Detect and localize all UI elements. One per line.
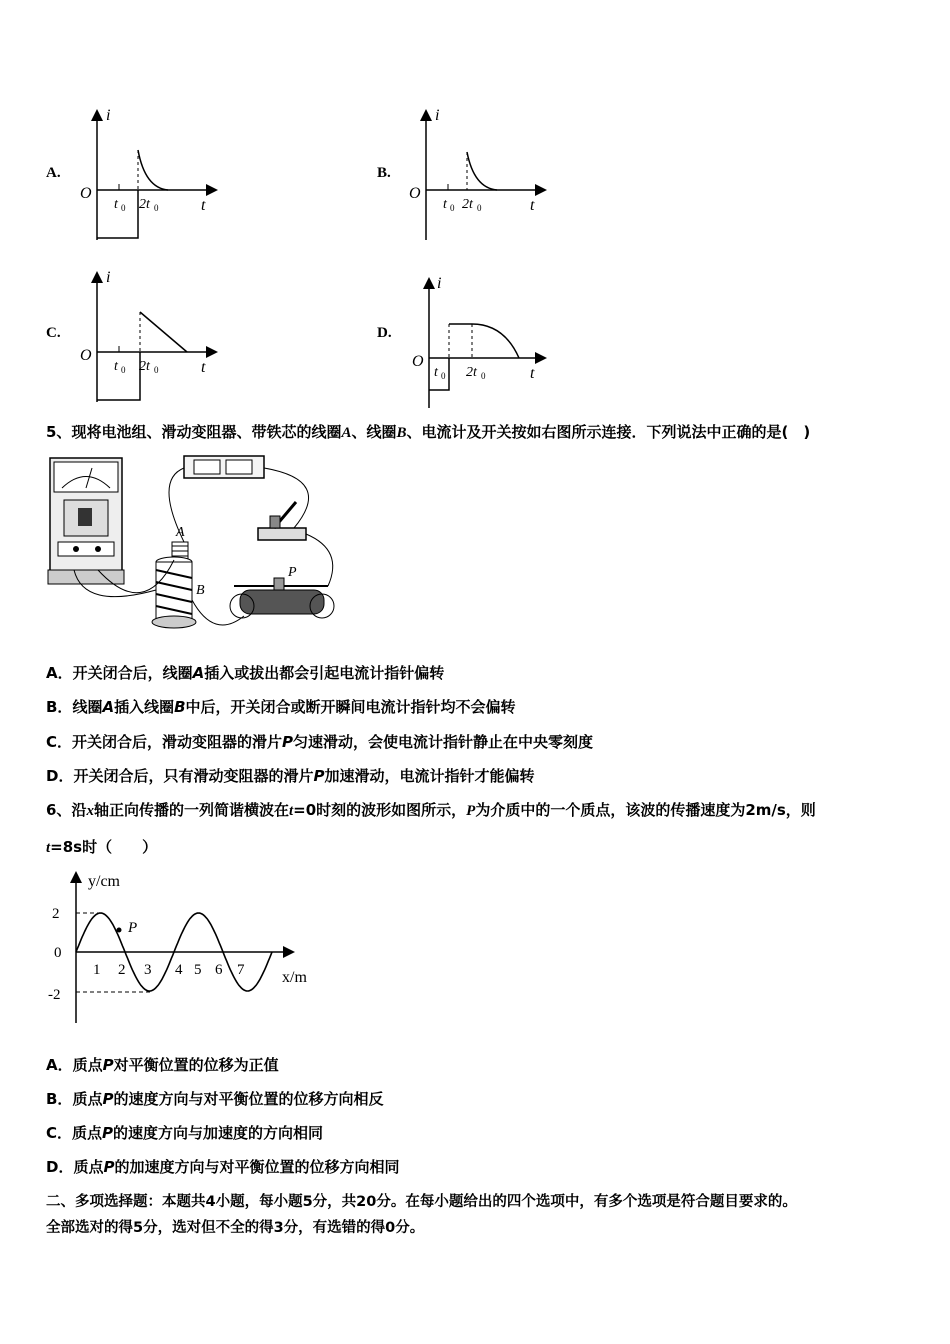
y-label: i xyxy=(435,107,440,124)
2t0-sub: 0 xyxy=(477,203,482,213)
label-b: B xyxy=(196,583,205,598)
x-tick-4: 4 xyxy=(175,962,183,978)
section2-line2: 全部选对的得5分，选对但不全的得3分，有选错的得0分。 xyxy=(46,1220,425,1236)
x-tick-3: 3 xyxy=(144,962,152,978)
option-b-label: B. xyxy=(377,165,391,181)
point-p xyxy=(117,928,122,933)
x-tick-7: 7 xyxy=(237,962,245,978)
curve-b-decay xyxy=(467,152,497,190)
switch xyxy=(258,528,306,540)
option-c-label: C. xyxy=(46,325,61,341)
y-label: i xyxy=(106,107,111,124)
graph-c xyxy=(75,262,225,407)
y-tick-2: 2 xyxy=(52,906,60,922)
x-label: t xyxy=(530,365,535,382)
point-p-label: P xyxy=(128,920,138,936)
x-tick-6: 6 xyxy=(215,962,223,978)
section2-line1: 二、多项选择题：本题共4小题，每小题5分，共20分。在每小题给出的四个选项中，有多个选项是符合题目要求的。 xyxy=(46,1194,797,1210)
q6-option-c[interactable]: C．质点P的速度方向与加速度的方向相同 xyxy=(46,1124,324,1142)
q5-option-c[interactable]: C．开关闭合后，滑动变阻器的滑片P匀速滑动，会使电流计指针静止在中央零刻度 xyxy=(46,733,594,751)
y-label: i xyxy=(437,275,442,292)
2t0-sub: 0 xyxy=(481,371,486,381)
t0-sub: 0 xyxy=(121,203,126,213)
2t0-label: 2t xyxy=(139,359,150,374)
t0-label: t xyxy=(434,365,438,380)
q6-option-a[interactable]: A．质点P对平衡位置的位移为正值 xyxy=(46,1056,279,1074)
x-tick-5: 5 xyxy=(194,962,202,978)
2t0-label: 2t xyxy=(462,197,473,212)
x-label: t xyxy=(530,197,535,214)
x-label: t xyxy=(201,197,206,214)
graph-b xyxy=(404,100,554,245)
wave-ylabel: y/cm xyxy=(88,873,120,890)
t0-label: t xyxy=(443,197,447,212)
2t0-label: 2t xyxy=(139,197,150,212)
q6-wave-chart xyxy=(44,868,334,1030)
t0-sub: 0 xyxy=(121,365,126,375)
q6-option-d[interactable]: D．质点P的加速度方向与对平衡位置的位移方向相同 xyxy=(46,1158,400,1176)
graph-d xyxy=(404,268,554,413)
origin-label: O xyxy=(409,185,421,202)
q5-option-a[interactable]: A．开关闭合后，线圈A插入或拔出都会引起电流计指针偏转 xyxy=(46,664,445,682)
option-a-label: A. xyxy=(46,165,61,181)
curve-c-linear xyxy=(140,312,187,352)
x-tick-2: 2 xyxy=(118,962,126,978)
q5-option-b[interactable]: B．线圈A插入线圈B中后，开关闭合或断开瞬间电流计指针均不会偏转 xyxy=(46,698,516,716)
origin-label: O xyxy=(80,185,92,202)
x-tick-1: 1 xyxy=(93,962,101,978)
2t0-label: 2t xyxy=(466,365,477,380)
y-tick-neg2: -2 xyxy=(48,987,61,1003)
y-tick-0: 0 xyxy=(54,945,62,961)
label-p: P xyxy=(288,565,297,580)
curve-a-decay xyxy=(138,150,168,190)
label-a: A xyxy=(176,525,185,540)
graph-a xyxy=(75,100,225,245)
q6-stem-line2: t=8s时（ ） xyxy=(46,838,158,856)
option-d-label: D. xyxy=(377,325,392,341)
rheostat xyxy=(240,590,324,614)
t0-sub: 0 xyxy=(450,203,455,213)
q5-circuit-figure xyxy=(44,450,344,650)
origin-label: O xyxy=(80,347,92,364)
t0-label: t xyxy=(114,197,118,212)
2t0-sub: 0 xyxy=(154,365,159,375)
q6-option-b[interactable]: B．质点P的速度方向与对平衡位置的位移方向相反 xyxy=(46,1090,384,1108)
x-label: t xyxy=(201,359,206,376)
wave-xlabel: x/m xyxy=(282,969,307,986)
y-label: i xyxy=(106,269,111,286)
t0-sub: 0 xyxy=(441,371,446,381)
origin-label: O xyxy=(412,353,424,370)
q5-stem: 5、现将电池组、滑动变阻器、带铁芯的线圈A、线圈B、电流计及开关按如右图所示连接．下列说法中正确的是( ) xyxy=(46,423,811,441)
t0-label: t xyxy=(114,359,118,374)
curve-d xyxy=(449,324,519,358)
q5-option-d[interactable]: D．开关闭合后，只有滑动变阻器的滑片P加速滑动，电流计指针才能偏转 xyxy=(46,767,535,785)
q6-stem-line1: 6、沿x轴正向传播的一列简谐横波在t=0时刻的波形如图所示，P为介质中的一个质点，该波的传播速度为2m/s，则 xyxy=(46,801,816,819)
2t0-sub: 0 xyxy=(154,203,159,213)
